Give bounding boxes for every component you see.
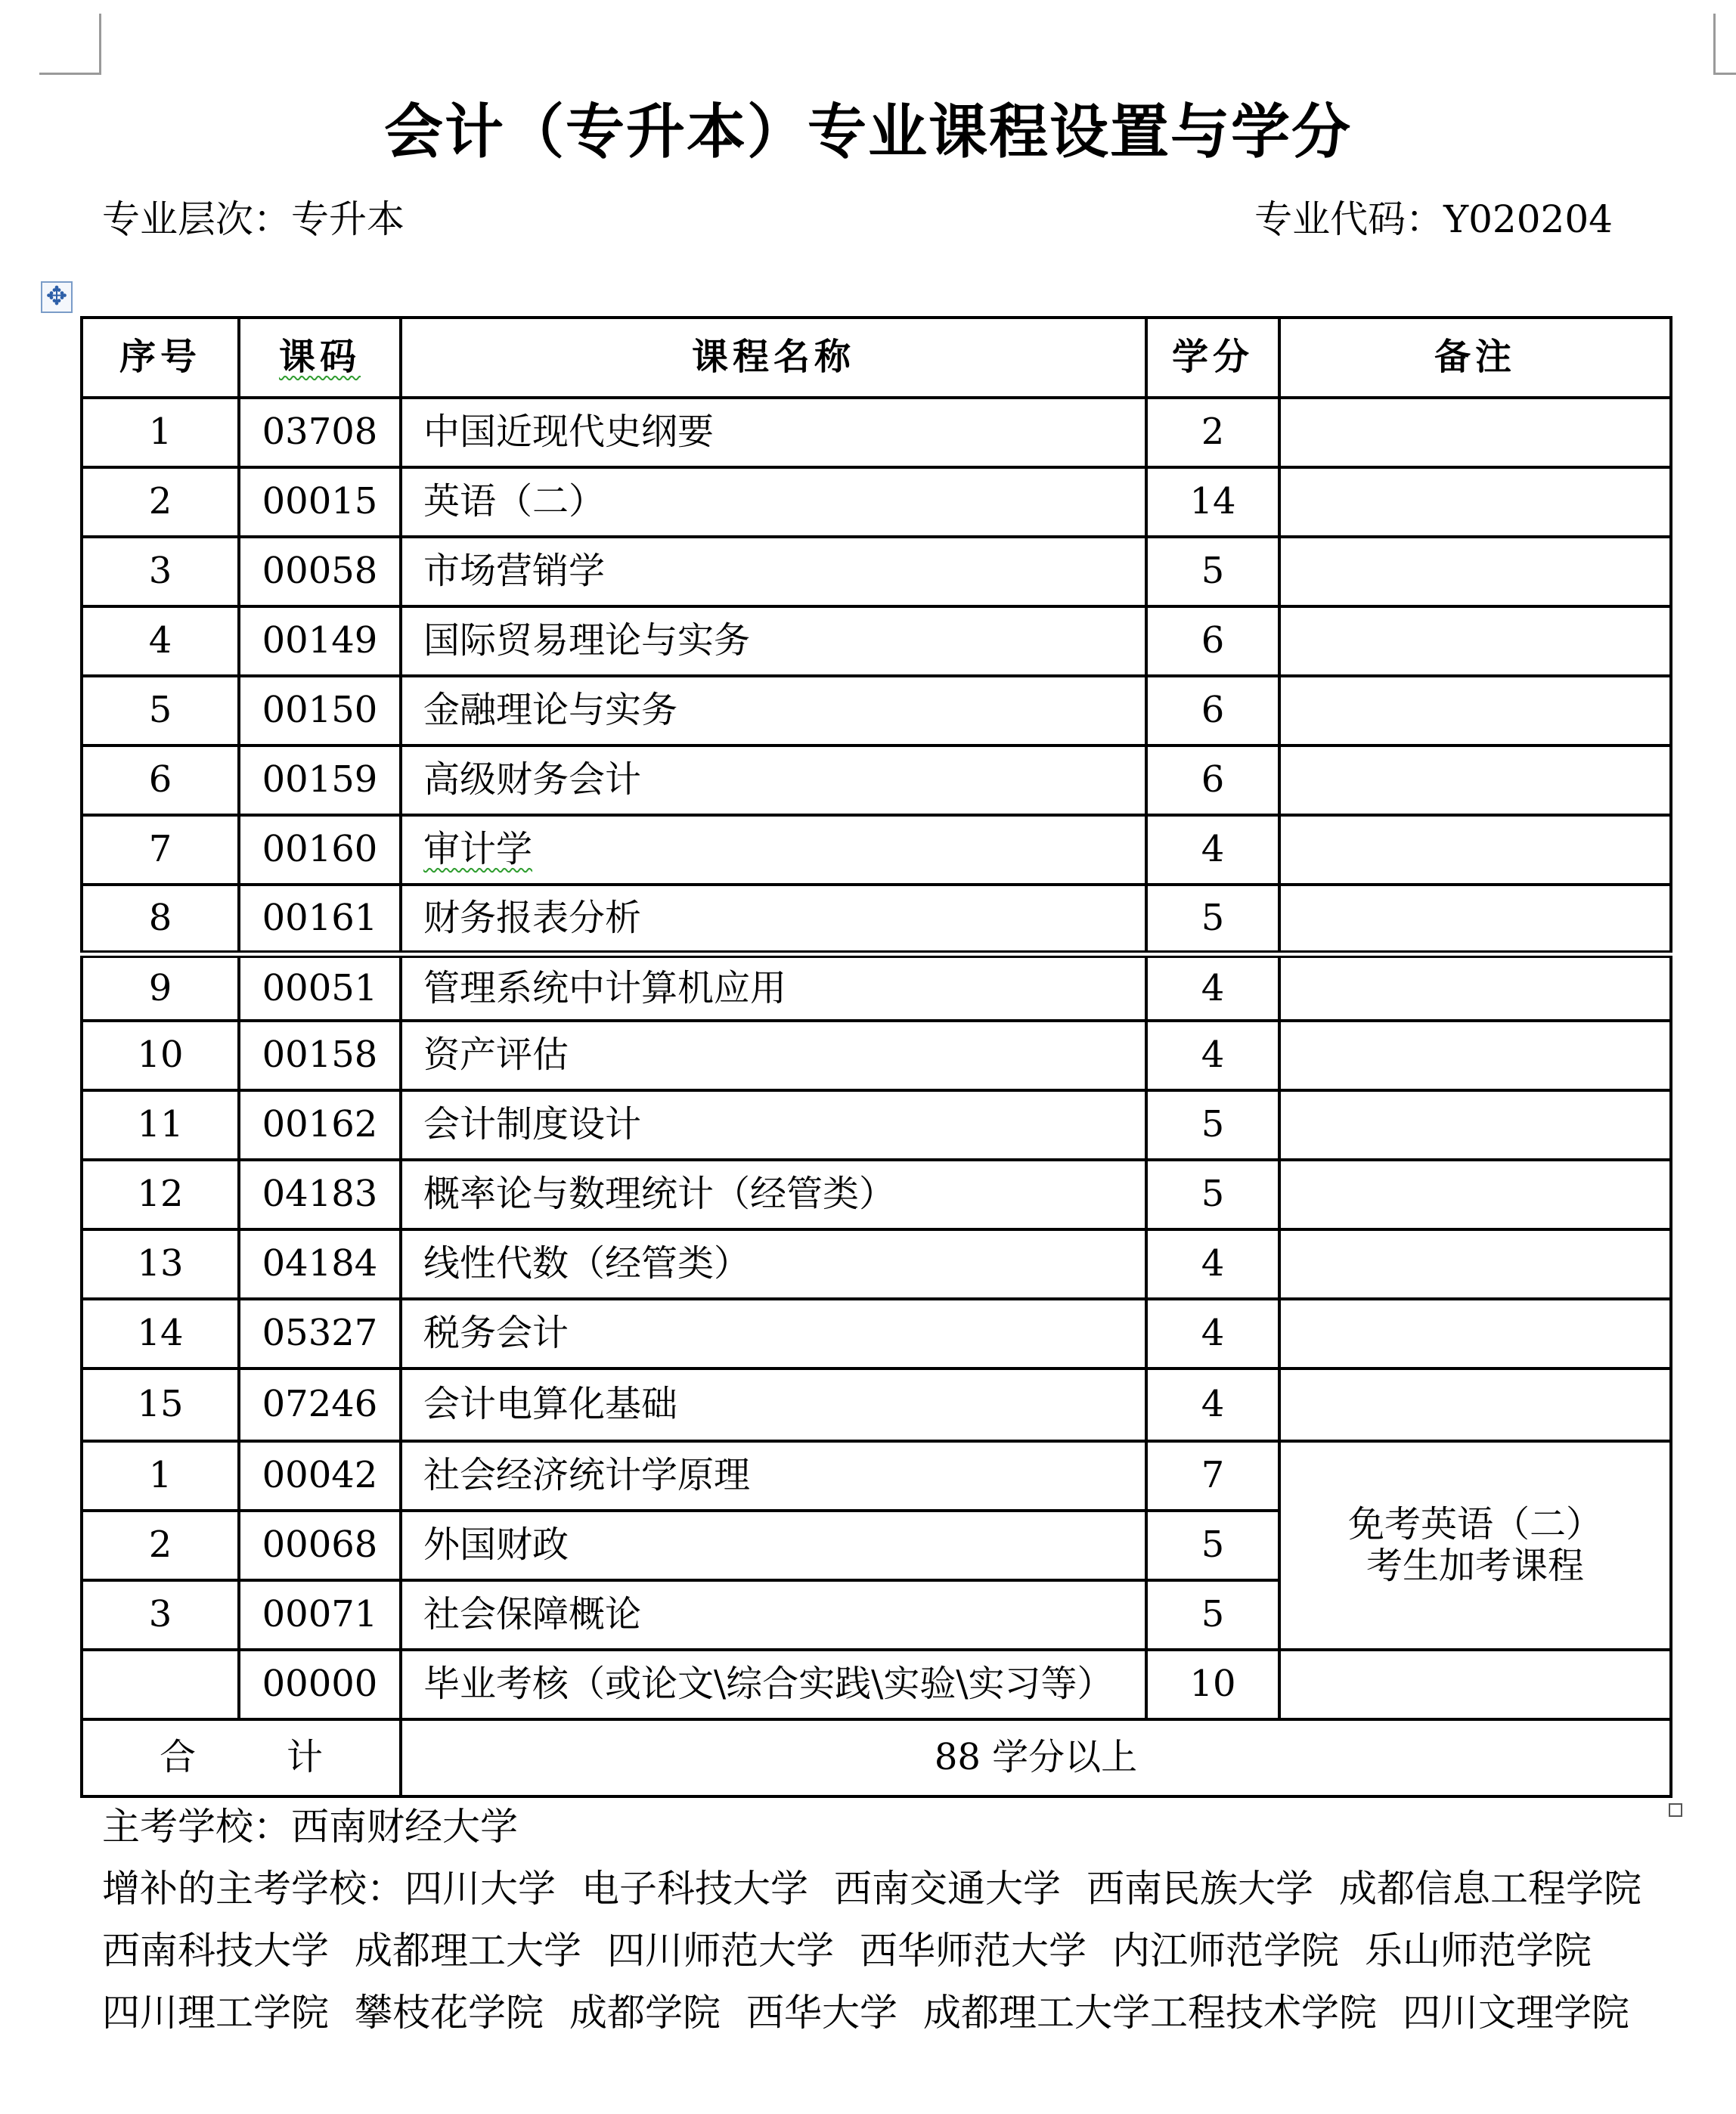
school-name: 成都理工大学 (355, 1929, 581, 1973)
cell-credit: 6 (1146, 676, 1279, 745)
cell-name: 社会经济统计学原理 (401, 1441, 1146, 1511)
table-header-row (82, 318, 1671, 398)
cell-no: 1 (82, 1441, 239, 1511)
cell-note (1279, 1021, 1671, 1090)
cell-note (1279, 1650, 1671, 1719)
cell-no: 14 (82, 1299, 239, 1369)
cell-name-text: 审计学 (423, 828, 533, 871)
table-row (82, 815, 1671, 885)
table-row (82, 537, 1671, 606)
cell-credit: 4 (1146, 815, 1279, 885)
cell-name: 英语（二） (401, 467, 1146, 537)
cell-no: 5 (82, 676, 239, 745)
school-name: 成都理工大学工程技术学院 (923, 1991, 1377, 2035)
cell-code: 00158 (239, 1021, 401, 1090)
cell-no: 10 (82, 1021, 239, 1090)
school-name: 西华大学 (746, 1991, 897, 2035)
cell-name: 税务会计 (401, 1299, 1146, 1369)
table-row (82, 745, 1671, 815)
header-credit: 学分 (1146, 318, 1279, 398)
cell-note-extra-exam (1279, 1441, 1671, 1650)
cell-note (1279, 745, 1671, 815)
table-row (82, 885, 1671, 954)
cell-no: 8 (82, 885, 239, 954)
table-row (82, 1090, 1671, 1160)
cell-no: 13 (82, 1229, 239, 1299)
school-name: 乐山师范学院 (1365, 1929, 1592, 1973)
cell-credit: 5 (1146, 537, 1279, 606)
cell-credit: 2 (1146, 398, 1279, 467)
header-code (239, 318, 401, 398)
cell-code: 05327 (239, 1299, 401, 1369)
cell-name: 管理系统中计算机应用 (401, 954, 1146, 1021)
table-row (82, 1229, 1671, 1299)
school-name: 内江师范学院 (1112, 1929, 1339, 1973)
cell-credit: 5 (1146, 1090, 1279, 1160)
school-name: 成都信息工程学院 (1339, 1867, 1641, 1911)
note-line: 免考英语（二） (1347, 1502, 1602, 1545)
cell-code: 00161 (239, 885, 401, 954)
cell-name: 金融理论与实务 (401, 676, 1146, 745)
main-school: 主考学校：西南财经大学 (102, 1805, 518, 1849)
school-name: 四川大学 (405, 1867, 556, 1911)
cell-credit: 5 (1146, 1511, 1279, 1580)
cell-code: 07246 (239, 1369, 401, 1441)
cell-no: 3 (82, 537, 239, 606)
cell-credit: 6 (1146, 606, 1279, 676)
cell-no: 2 (82, 467, 239, 537)
cell-code: 00000 (239, 1650, 401, 1719)
document-title: 会计（专升本）专业课程设置与学分 (383, 98, 1352, 166)
cell-name: 中国近现代史纲要 (401, 398, 1146, 467)
cell-code: 00159 (239, 745, 401, 815)
cell-code: 00068 (239, 1511, 401, 1580)
added-schools-line-2 (102, 1920, 1592, 1982)
header-name: 课程名称 (401, 318, 1146, 398)
cell-name: 外国财政 (401, 1511, 1146, 1580)
cell-note (1279, 398, 1671, 467)
school-name: 电子科技大学 (581, 1867, 808, 1911)
cell-no (82, 1650, 239, 1719)
total-row (82, 1719, 1671, 1796)
cell-credit: 7 (1146, 1441, 1279, 1511)
course-table (80, 316, 1672, 1798)
cell-note (1279, 537, 1671, 606)
cell-note (1279, 1369, 1671, 1441)
crop-mark-top-left-vertical (99, 14, 101, 74)
cell-no: 4 (82, 606, 239, 676)
school-name: 四川师范大学 (607, 1929, 834, 1973)
table-row (82, 1021, 1671, 1090)
cell-code: 00149 (239, 606, 401, 676)
added-schools-line-1 (102, 1858, 1641, 1920)
cell-no: 6 (82, 745, 239, 815)
cell-no: 9 (82, 954, 239, 1021)
table-row (82, 1441, 1671, 1511)
cell-credit: 5 (1146, 1580, 1279, 1650)
cell-credit: 4 (1146, 1299, 1279, 1369)
table-row (82, 398, 1671, 467)
cell-name: 市场营销学 (401, 537, 1146, 606)
total-label (82, 1719, 401, 1796)
cell-note (1279, 1160, 1671, 1229)
school-name: 四川理工学院 (102, 1991, 329, 2035)
cell-note (1279, 676, 1671, 745)
header-code-text: 课码 (278, 336, 361, 379)
cell-credit: 5 (1146, 885, 1279, 954)
cell-name: 会计电算化基础 (401, 1369, 1146, 1441)
cell-name: 会计制度设计 (401, 1090, 1146, 1160)
cell-no: 11 (82, 1090, 239, 1160)
school-name: 四川文理学院 (1403, 1991, 1629, 2035)
cell-note (1279, 467, 1671, 537)
crop-mark-top-right-horizontal (1713, 73, 1736, 75)
school-name: 攀枝花学院 (355, 1991, 544, 2035)
total-value: 88 学分以上 (401, 1719, 1671, 1796)
table-row (82, 1299, 1671, 1369)
note-line: 考生加考课程 (1366, 1545, 1584, 1587)
cell-code: 00051 (239, 954, 401, 1021)
cell-no: 3 (82, 1580, 239, 1650)
cell-code: 00071 (239, 1580, 401, 1650)
cell-credit: 5 (1146, 1160, 1279, 1229)
cell-note (1279, 815, 1671, 885)
cell-code: 00160 (239, 815, 401, 885)
school-name: 西南交通大学 (834, 1867, 1061, 1911)
cell-credit: 6 (1146, 745, 1279, 815)
cell-no: 7 (82, 815, 239, 885)
cell-note (1279, 1229, 1671, 1299)
cell-name: 高级财务会计 (401, 745, 1146, 815)
cell-credit: 4 (1146, 1229, 1279, 1299)
cell-name: 财务报表分析 (401, 885, 1146, 954)
cell-note (1279, 1299, 1671, 1369)
table-row (82, 1369, 1671, 1441)
total-label-part: 计 (287, 1736, 324, 1779)
major-code: 专业代码：Y020204 (1254, 197, 1613, 241)
added-schools-line-3 (102, 1982, 1629, 2044)
school-name: 西南民族大学 (1087, 1867, 1313, 1911)
cell-note (1279, 606, 1671, 676)
table-move-icon[interactable]: ✥ (41, 281, 73, 313)
school-name: 成都学院 (569, 1991, 721, 2035)
school-name: 西华师范大学 (860, 1929, 1087, 1973)
header-note: 备注 (1279, 318, 1671, 398)
total-label-part: 合 (159, 1736, 196, 1779)
cell-no: 1 (82, 398, 239, 467)
table-row (82, 467, 1671, 537)
cell-code: 04183 (239, 1160, 401, 1229)
cell-credit: 4 (1146, 1021, 1279, 1090)
cell-code: 00150 (239, 676, 401, 745)
cell-credit: 4 (1146, 954, 1279, 1021)
cell-code: 00058 (239, 537, 401, 606)
header-no: 序号 (82, 318, 239, 398)
cell-name (401, 815, 1146, 885)
table-resize-icon[interactable] (1669, 1803, 1682, 1817)
cell-name: 资产评估 (401, 1021, 1146, 1090)
cell-note (1279, 954, 1671, 1021)
table-row (82, 606, 1671, 676)
cell-name: 概率论与数理统计（经管类） (401, 1160, 1146, 1229)
cell-credit: 10 (1146, 1650, 1279, 1719)
crop-mark-top-right-vertical (1713, 14, 1716, 74)
cell-code: 00162 (239, 1090, 401, 1160)
cell-no: 12 (82, 1160, 239, 1229)
cell-credit: 14 (1146, 467, 1279, 537)
crop-mark-top-left-horizontal (39, 73, 101, 75)
cell-no: 15 (82, 1369, 239, 1441)
cell-name: 社会保障概论 (401, 1580, 1146, 1650)
cell-code: 00015 (239, 467, 401, 537)
table-row (82, 676, 1671, 745)
school-name: 西南科技大学 (102, 1929, 329, 1973)
table-row (82, 954, 1671, 1021)
cell-code: 00042 (239, 1441, 401, 1511)
cell-code: 03708 (239, 398, 401, 467)
cell-note (1279, 885, 1671, 954)
cell-credit: 4 (1146, 1369, 1279, 1441)
cell-name: 线性代数（经管类） (401, 1229, 1146, 1299)
cell-code: 04184 (239, 1229, 401, 1299)
table-row (82, 1650, 1671, 1719)
cell-no: 2 (82, 1511, 239, 1580)
major-level: 专业层次：专升本 (102, 197, 405, 241)
table-row (82, 1160, 1671, 1229)
added-schools-label: 增补的主考学校： (102, 1867, 405, 1911)
cell-note (1279, 1090, 1671, 1160)
cell-name: 国际贸易理论与实务 (401, 606, 1146, 676)
cell-name: 毕业考核（或论文\综合实践\实验\实习等） (401, 1650, 1146, 1719)
